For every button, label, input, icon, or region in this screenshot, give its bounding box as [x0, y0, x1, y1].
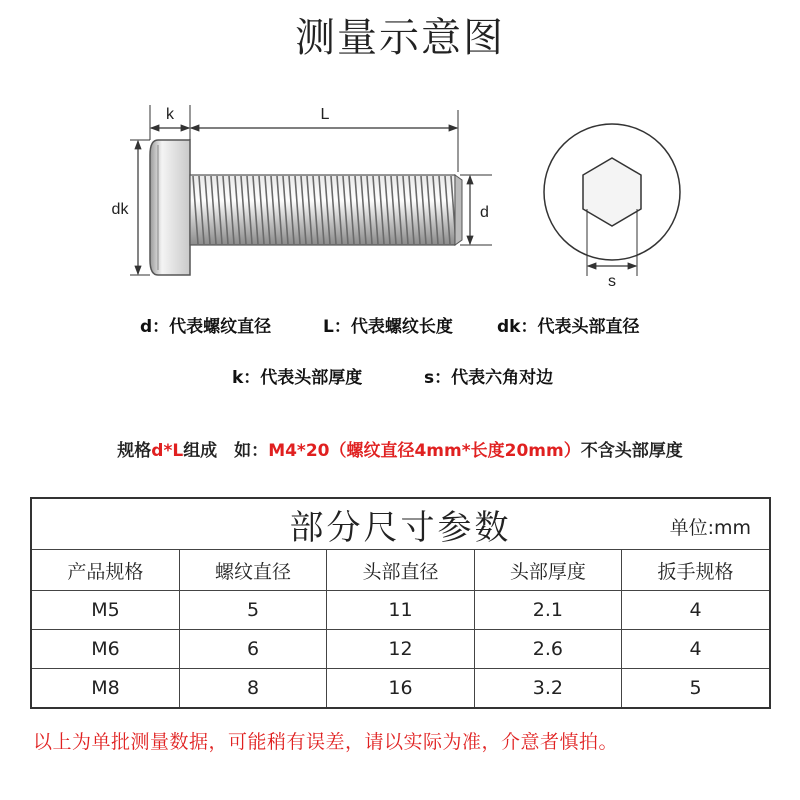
dk-label: dk — [111, 201, 129, 218]
spec-suffix: 不含头部厚度 — [580, 441, 683, 461]
table-row — [31, 630, 770, 669]
column-header: 头部直径 — [327, 550, 474, 591]
spec-formula: d*L — [151, 441, 184, 461]
d-label: d — [480, 204, 489, 221]
page-title: 测量示意图 — [295, 15, 505, 61]
table-cell: 16 — [327, 669, 474, 709]
table-header-cell — [31, 498, 770, 550]
table-cell: M6 — [31, 630, 179, 669]
table-title: 部分尺寸参数 — [289, 507, 512, 548]
screw-end-view — [544, 124, 680, 276]
table-unit: 单位:mm — [669, 517, 751, 539]
table-cell: 11 — [327, 591, 474, 630]
table-cell: 2.1 — [474, 591, 621, 630]
table-row — [31, 669, 770, 709]
legend-L: L：代表螺纹长度 — [323, 317, 453, 337]
column-header: 产品规格 — [31, 550, 179, 591]
table-cell: 8 — [179, 669, 326, 709]
screw-tip — [455, 175, 462, 245]
table-cell: 2.6 — [474, 630, 621, 669]
parameter-table — [30, 497, 771, 709]
spec-prefix: 规格 — [117, 441, 152, 461]
legend-s: s：代表六角对边 — [424, 368, 554, 388]
s-label: s — [608, 273, 616, 290]
column-header: 螺纹直径 — [179, 550, 326, 591]
column-header: 扳手规格 — [622, 550, 770, 591]
table-cell: 5 — [179, 591, 326, 630]
table-cell: 4 — [622, 591, 770, 630]
legend-dk: dk：代表头部直径 — [497, 317, 640, 337]
screw-head — [150, 140, 190, 275]
column-header: 头部厚度 — [474, 550, 621, 591]
table-cell: M8 — [31, 669, 179, 709]
table-cell: M5 — [31, 591, 179, 630]
legend-k: k：代表头部厚度 — [232, 368, 363, 388]
table-cell: 6 — [179, 630, 326, 669]
table-row — [31, 591, 770, 630]
table-cell: 12 — [327, 630, 474, 669]
spec-example: M4*20（螺纹直径4mm*长度20mm） — [268, 441, 581, 461]
disclaimer-note: 以上为单批测量数据，可能稍有误差，请以实际为准，介意者慎拍。 — [33, 731, 619, 753]
table-column-headers — [31, 550, 770, 591]
spec-description — [0, 436, 800, 461]
legend-d: d：代表螺纹直径 — [140, 317, 272, 337]
screw-thread — [190, 175, 456, 245]
k-label: k — [166, 106, 174, 123]
table-cell: 5 — [622, 669, 770, 709]
spec-middle: 组成 如： — [183, 441, 269, 461]
L-label: L — [320, 106, 330, 123]
measurement-diagram — [0, 0, 800, 300]
table-header-row — [31, 498, 770, 550]
table-cell: 3.2 — [474, 669, 621, 709]
table-cell: 4 — [622, 630, 770, 669]
